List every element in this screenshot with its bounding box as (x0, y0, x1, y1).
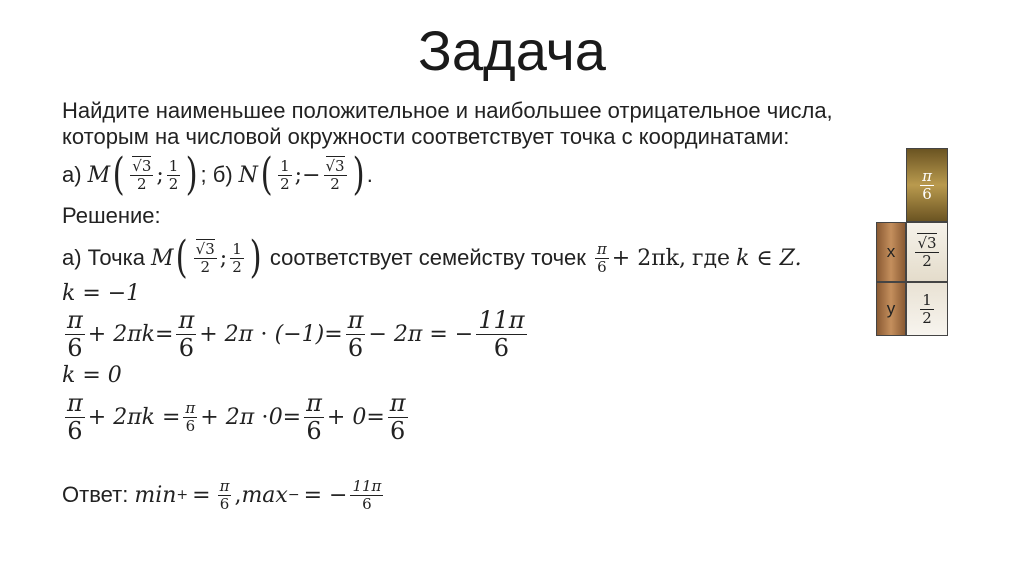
table-label-y: y (876, 282, 906, 336)
comma: , (234, 482, 242, 508)
close-paren: ) (352, 149, 365, 200)
fraction-pi-over-6: $\frac{\pi}{6}$ (219, 477, 230, 513)
solution-label: Решение: (62, 203, 161, 228)
fraction-1-over-2: $\frac{1}{2}$ (168, 157, 179, 193)
eq1-part3: − 2π = − (368, 321, 474, 347)
fraction-1-over-2: $\frac{1}{2}$ (280, 157, 290, 193)
eq2-part1: + 2πk = (87, 404, 181, 430)
fraction-1-over-2: $\frac{1}{2}$ (922, 291, 932, 327)
fraction-11pi-over-6: $\frac{11\pi}{6}$ (478, 306, 525, 362)
fraction-pi-over-6: $\frac{\pi}{6}$ (178, 306, 195, 362)
eq2-part3: + 0= (326, 404, 385, 430)
open-paren: ( (260, 149, 273, 200)
fraction-pi-over-6: $\frac{\pi}{6}$ (306, 389, 322, 445)
fraction-pi-over-6: $\frac{\pi}{6}$ (922, 167, 932, 203)
solution-a-text: соответствует семейству точек (269, 245, 586, 270)
fraction-sqrt3-over-2: $\frac{√3}{2}$ (132, 156, 152, 193)
part-b-label: ; б) (200, 162, 233, 187)
point-n-label: N (238, 162, 258, 188)
solution-a-row (62, 234, 802, 282)
fraction-sqrt3-over-2: $\frac{√3}{2}$ (325, 156, 345, 193)
fraction-pi-over-6: $\frac{\pi}{6}$ (67, 306, 83, 362)
k-zero-line (62, 362, 122, 388)
fraction-sqrt3-over-2: $\frac{√3}{2}$ (917, 233, 937, 270)
fraction-pi-over-6: $\frac{\pi}{6}$ (347, 306, 364, 362)
eq1-part2: + 2π ⋅ (−1)= (199, 321, 343, 347)
fraction-sqrt3-over-2: $\frac{√3}{2}$ (195, 239, 215, 276)
k-zero-text: k = 0 (62, 362, 122, 388)
max-label: max (241, 482, 288, 508)
problem-points-row (62, 151, 373, 199)
fraction-pi-over-6: $\frac{\pi}{6}$ (389, 389, 406, 445)
min-label: min (134, 482, 177, 508)
answer-label: Ответ: (62, 482, 129, 507)
slide-title: Задача (418, 19, 606, 82)
equals-minus: = − (303, 482, 348, 508)
part-a-label: а) (62, 162, 82, 187)
k-in-z: k ∈ Z. (736, 245, 802, 271)
fraction-pi-over-6: $\frac{\pi}{6}$ (67, 389, 83, 445)
problem-line-1: Найдите наименьшее положительное и наибольшее отрицательное числа, (62, 98, 833, 123)
open-paren: ( (112, 149, 125, 200)
equation-k-minus-one (62, 303, 530, 365)
fraction-pi-over-6: $\frac{\pi}{6}$ (596, 240, 607, 276)
table-label-x: x (876, 222, 906, 282)
open-paren: ( (176, 232, 189, 283)
semicolon: ; (294, 162, 303, 188)
table-value-y (906, 282, 948, 336)
semicolon: ; (219, 245, 228, 271)
close-paren: ) (185, 149, 198, 200)
point-m-label: M (150, 245, 174, 271)
semicolon: ; (156, 162, 164, 188)
min-subscript: + (176, 487, 189, 503)
family-expression: + 2πk, (611, 245, 686, 271)
fraction-1-over-2: $\frac{1}{2}$ (232, 240, 242, 276)
equation-k-zero (62, 386, 411, 448)
period: . (366, 162, 373, 187)
where-word: где (691, 245, 731, 271)
solution-a-prefix: а) Точка (62, 245, 145, 270)
problem-line-2: которым на числовой окружности соответствует точка с координатами: (62, 124, 790, 149)
k-minus-one-text: k = −1 (62, 280, 141, 306)
table-value-x (906, 222, 948, 282)
fraction-pi-over-6: $\frac{\pi}{6}$ (185, 399, 196, 435)
fraction-11pi-over-6: $\frac{11\pi}{6}$ (352, 477, 382, 513)
minus-sign: − (302, 162, 321, 188)
eq2-part2: + 2π ⋅0= (200, 404, 302, 430)
equals-sign: = (192, 482, 211, 508)
eq1-part1: + 2πk= (87, 321, 174, 347)
max-subscript: − (287, 487, 300, 503)
point-m-label: M (87, 162, 111, 188)
close-paren: ) (249, 232, 262, 283)
table-header-angle (906, 148, 948, 222)
answer-row (62, 470, 386, 520)
